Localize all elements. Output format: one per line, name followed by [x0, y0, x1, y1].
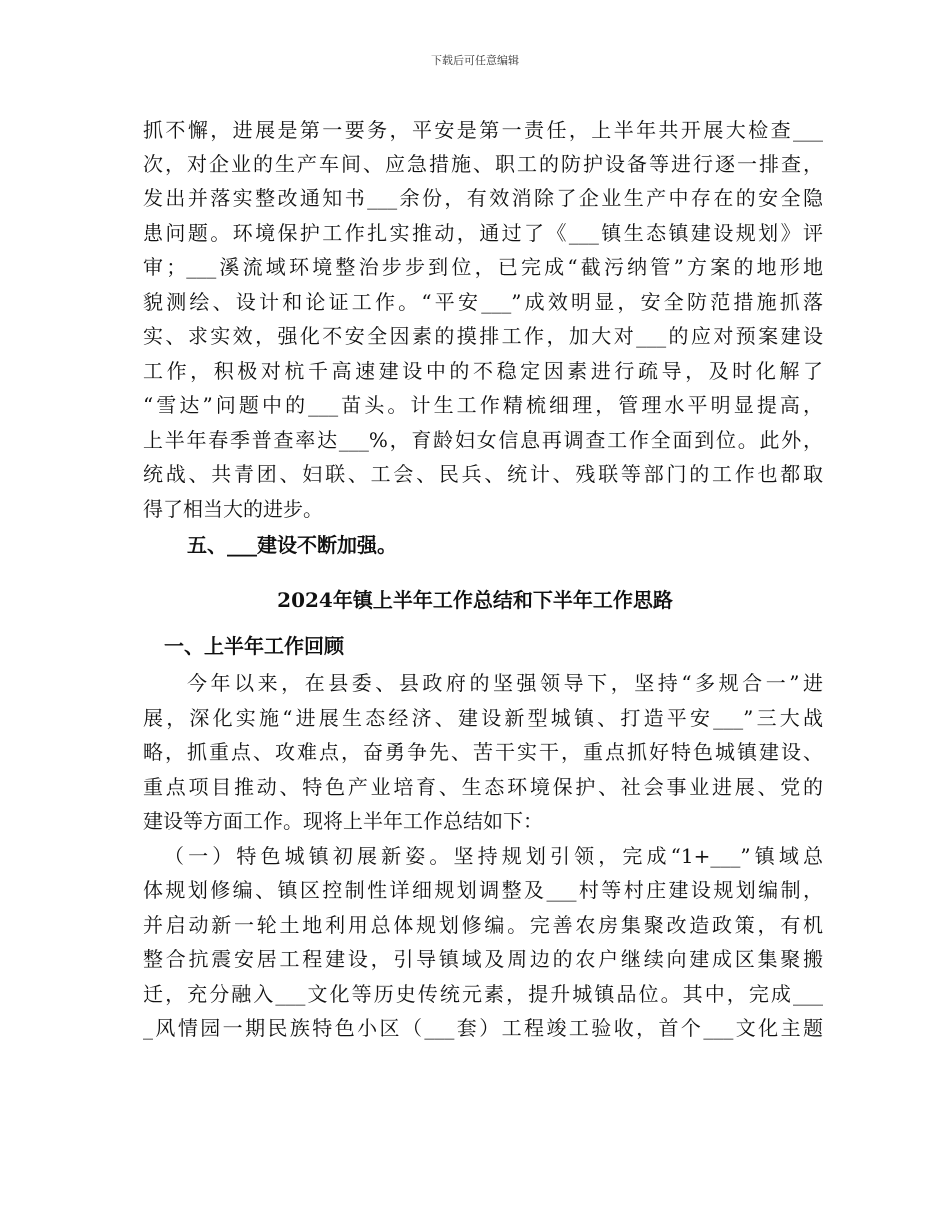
para3-line-5: 迁，充分融入___文化等历史传统元素，提升城镇品位。其中，完成___ [143, 982, 823, 1006]
para1-line-2: 次，对企业的生产车间、应急措施、职工的防护设备等进行逐一排查， [143, 152, 823, 176]
para1-line-12: 得了相当大的进步。 [143, 497, 323, 521]
para2-line-4: 重点项目推动、特色产业培育、生态环境保护、社会事业进展、党的 [143, 775, 823, 799]
para1-line-6: 貌测绘、设计和论证工作。“平安___”成效明显，安全防范措施抓落 [143, 290, 823, 314]
para1-line-9: “雪达”问题中的___苗头。计生工作精梳细理，管理水平明显提高， [143, 393, 823, 417]
para2-line-1: 今年以来，在县委、县政府的坚强领导下，坚持“多规合一”进 [187, 671, 823, 695]
para3-line-6: _风情园一期民族特色小区（___套）工程竣工验收，首个___文化主题 [143, 1016, 823, 1040]
para2-line-3: 略，抓重点、攻难点，奋勇争先、苦干实干，重点抓好特色城镇建设、 [143, 740, 823, 764]
para1-line-1: 抓不懈，进展是第一要务，平安是第一责任，上半年共开展大检查___ [143, 118, 823, 142]
para1-line-8: 工作，积极对杭千高速建设中的不稳定因素进行疏导，及时化解了 [143, 359, 823, 383]
para1-line-4: 患问题。环境保护工作扎实推动，通过了《___镇生态镇建设规划》评 [143, 221, 823, 245]
document-title: 2024年镇上半年工作总结和下半年工作思路 [277, 588, 673, 612]
para1-line-11: 统战、共青团、妇联、工会、民兵、统计、残联等部门的工作也都取 [143, 462, 823, 486]
para2-line-2: 展，深化实施“进展生态经济、建设新型城镇、打造平安___”三大战 [143, 706, 823, 730]
para1-line-5: 审；___溪流域环境整治步步到位，已完成“截污纳管”方案的地形地 [143, 255, 823, 279]
para2-line-5: 建设等方面工作。现将上半年工作总结如下： [143, 809, 543, 833]
section-1-heading: 一、上半年工作回顾 [164, 634, 344, 658]
para1-line-3: 发出并落实整改通知书___余份，有效消除了企业生产中存在的安全隐 [143, 186, 823, 210]
para3-line-1: （一）特色城镇初展新姿。坚持规划引领，完成“1+___”镇域总 [164, 844, 823, 868]
para3-line-4: 整合抗震安居工程建设，引导镇域及周边的农户继续向建成区集聚搬 [143, 947, 823, 971]
para1-line-7: 实、求实效，强化不安全因素的摸排工作，加大对___的应对预案建设 [143, 324, 823, 348]
page-header: 下载后可任意编辑 [431, 54, 519, 67]
para1-line-10: 上半年春季普查率达___%，育龄妇女信息再调查工作全面到位。此外， [143, 428, 823, 452]
para3-line-2: 体规划修编、镇区控制性详细规划调整及___村等村庄建设规划编制， [143, 878, 823, 902]
para3-line-3: 并启动新一轮土地利用总体规划修编。完善农房集聚改造政策，有机 [143, 913, 823, 937]
section-5-heading: 五、___建设不断加强。 [187, 533, 397, 557]
